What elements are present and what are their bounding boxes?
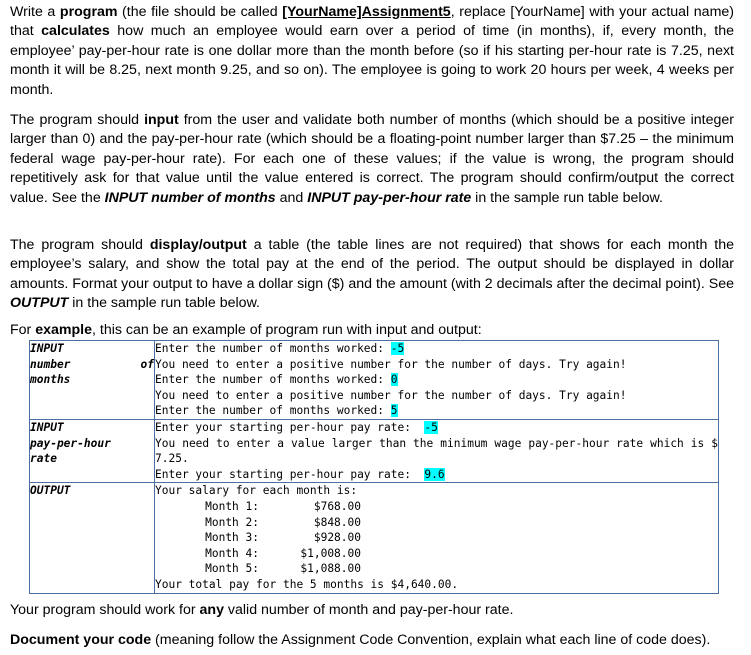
- input-months-ref: INPUT number of months: [104, 189, 276, 206]
- paragraph-documentation-note: Document your code (meaning follow the Assignment Code Convention, explain what each line of code does).: [10, 632, 711, 648]
- month-row: Month 2: $848.00: [205, 515, 361, 529]
- calculates-keyword: calculates: [41, 23, 110, 40]
- input-rate-ref: INPUT pay-per-hour rate: [307, 189, 472, 206]
- paragraph-input-requirements: The program should input from the user and validate both number of months (which should be a positive integer larger than 0) and the pay-per-hour rate (which should be a floating-point number larger than $7.25 – the minimum federal wage pay-per-hour rate). For each one of these values; if the value is wrong, the program should repetitively ask for that value until the value entered is correct. The program should confirm/output the correct value. See the INPUT number of months and INPUT pay-per-hour rate in the sample run table below.: [10, 112, 734, 206]
- input-months-label: INPUT number of months: [30, 341, 155, 420]
- output-label: OUTPUT: [30, 483, 155, 593]
- input-rate-console: Enter your starting per-hour pay rate: -5 You need to enter a value larger than the minimum wage pay-per-hour rate which is $ 7.25. Enter your starting per-hour pay rate: 9.6: [155, 419, 719, 482]
- month-row: Month 4: $1,008.00: [205, 546, 361, 560]
- input-rate-label: INPUT pay-per-hour rate: [30, 419, 155, 482]
- any-keyword: any: [199, 602, 224, 618]
- paragraph-program-description: Write a program (the file should be called [YourName]Assignment5, replace [YourName] with your actual name) that calculates how much an employee would earn over a period of time (in months), if, every month, the employee’ pay-per-hour rate is one dollar more than the month before (so if his starting per-hour rate is 7.25, next month it will be 8.25, next month 9.25, and so on). The employee is going to work 20 hours per week, 4 weeks per month.: [10, 4, 735, 98]
- input-months-row: [30, 341, 719, 420]
- user-input-highlight: 0: [390, 373, 398, 387]
- output-console: Your salary for each month is: Month 1: $768.00 Month 2: $848.00 Month 3: $928.00 Month 4: $1,008.00 Month 5: $1,088.00 Your total pay for the 5 months is $4,640.00.: [155, 483, 719, 593]
- output-ref: OUTPUT: [10, 295, 69, 312]
- output-row: [30, 483, 719, 593]
- input-months-console: Enter the number of months worked: -5 You need to enter a positive number for the number of days. Try again! Enter the number of months worked: 0 You need to enter a positive number for the number of days. Try again! Enter the number of months worked: 5: [155, 341, 719, 420]
- document-code-keyword: Document your code: [10, 632, 152, 648]
- display-output-keyword: display/output: [149, 237, 247, 253]
- sample-run-table: [29, 340, 719, 594]
- program-keyword: program: [59, 4, 118, 20]
- user-input-highlight: 5: [390, 404, 398, 418]
- filename: [YourName]Assignment5: [282, 4, 451, 20]
- input-rate-row: [30, 419, 719, 482]
- example-keyword: example: [35, 322, 93, 338]
- month-row: Month 5: $1,088.00: [205, 562, 361, 576]
- user-input-highlight: 9.6: [424, 467, 445, 481]
- month-row: Month 1: $768.00: [205, 499, 361, 513]
- paragraph-output-requirements: The program should display/output a table (the table lines are not required) that shows for each month the employee’s salary, and show the total pay at the end of the period. The output should be displayed in dollar amounts. Format your output to have a dollar sign ($) and the amount (with 2 decimals after the decimal point). See OUTPUT in the sample run table below.: [10, 237, 734, 312]
- input-keyword: input: [144, 112, 179, 128]
- month-row: Month 3: $928.00: [205, 531, 361, 545]
- paragraph-example-intro: For example, this can be an example of program run with input and output:: [10, 322, 482, 338]
- paragraph-validity-note: Your program should work for any valid number of month and pay-per-hour rate.: [10, 602, 514, 618]
- user-input-highlight: -5: [424, 420, 438, 434]
- total-pay-line: Your total pay for the 5 months is $4,640.00.: [155, 577, 459, 591]
- user-input-highlight: -5: [390, 342, 405, 355]
